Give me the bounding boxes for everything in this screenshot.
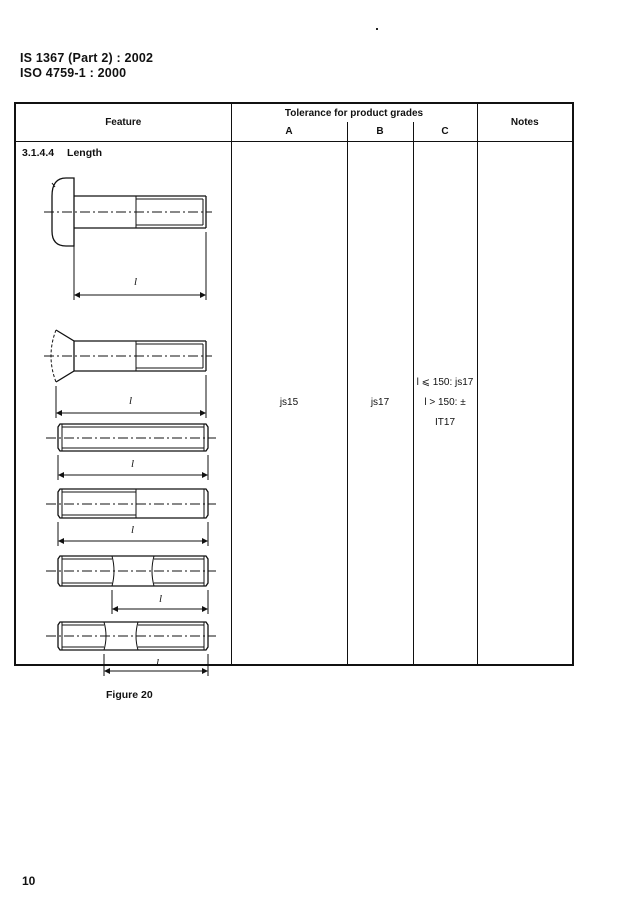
header-grade-b: B — [347, 122, 413, 141]
standard-number-is: IS 1367 (Part 2) : 2002 — [20, 51, 154, 65]
dimension-label-l: l — [129, 394, 133, 407]
tolerance-table-wrapper — [14, 102, 572, 701]
bolt-countersunk-drawing — [44, 330, 212, 418]
stud-partial-thread-drawing — [46, 489, 216, 546]
feature-cell — [15, 141, 231, 701]
stud-full-thread-drawing — [46, 424, 216, 480]
reduced-shank-stud-drawing — [46, 622, 216, 676]
notes-value — [477, 141, 573, 665]
section-title: Length — [67, 146, 103, 159]
dimension-label-l: l — [159, 592, 163, 605]
page-number: 10 — [22, 874, 36, 888]
header-tolerance: Tolerance for product grades — [231, 103, 477, 122]
tolerance-table — [14, 102, 574, 701]
grade-a-value: js15 — [231, 141, 347, 665]
header-notes: Notes — [477, 103, 573, 141]
dimension-label-l: l — [131, 523, 135, 536]
grade-b-value: js17 — [347, 141, 413, 665]
grade-c-value-line2: l > 150: ± IT17 — [424, 396, 466, 428]
header-feature: Feature — [15, 103, 231, 141]
section-number: 3.1.4.4 — [22, 146, 55, 159]
header-grade-c: C — [413, 122, 477, 141]
standard-number-iso: ISO 4759-1 : 2000 — [20, 66, 127, 80]
dimension-label-l: l — [131, 457, 135, 470]
double-end-stud-drawing — [46, 556, 216, 614]
grade-c-value-line1: l ⩽ 150: js17 — [416, 376, 474, 388]
figure-20-drawing — [16, 142, 232, 682]
stray-mark — [376, 28, 378, 30]
dimension-label-l: l — [156, 656, 160, 669]
bolt-hex-head-drawing — [44, 178, 212, 300]
header-grade-a: A — [231, 122, 347, 141]
dimension-label-l: l — [134, 275, 138, 288]
figure-caption: Figure 20 — [106, 688, 153, 701]
grade-c-value — [413, 141, 477, 665]
